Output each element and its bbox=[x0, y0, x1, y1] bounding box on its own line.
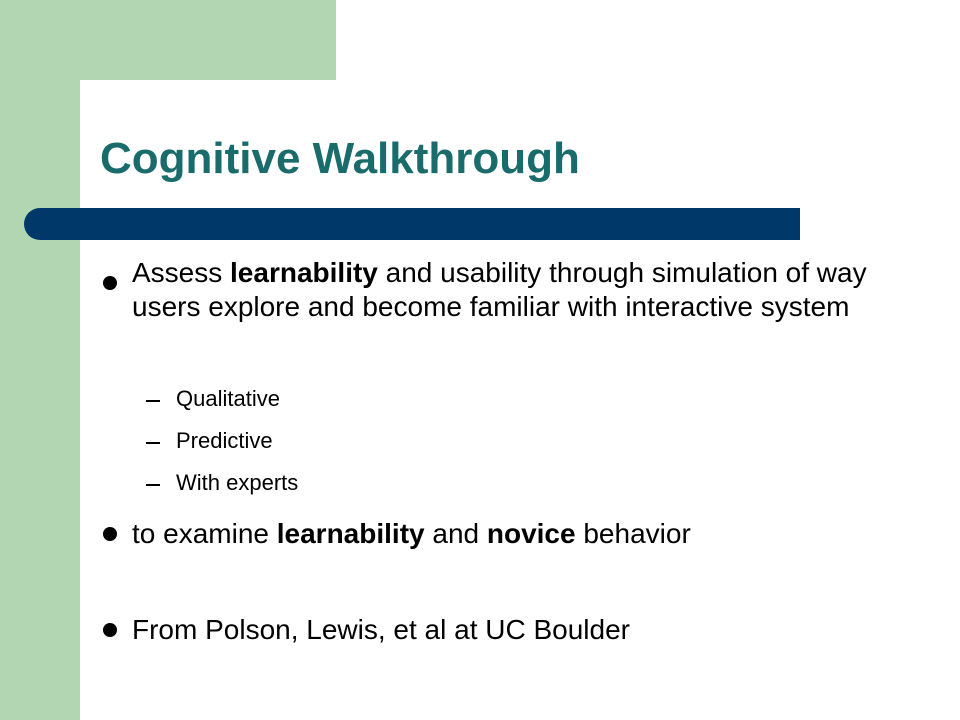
sub-item-qualitative: Qualitative bbox=[176, 386, 280, 411]
sub-bullet-dash bbox=[146, 400, 160, 402]
sub-bullet-dash bbox=[146, 442, 160, 444]
bullet-dot bbox=[103, 623, 117, 637]
bullet-text: Assess bbox=[132, 257, 231, 288]
slide-title: Cognitive Walkthrough bbox=[100, 134, 580, 183]
bullet-text: and bbox=[424, 518, 487, 549]
bullet-item-examine bbox=[132, 517, 892, 551]
bullet-emphasis: learnability bbox=[230, 257, 378, 288]
sub-item-with-experts: With experts bbox=[176, 470, 299, 495]
sub-bullet-dash bbox=[146, 484, 160, 486]
bullet-emphasis: learnability bbox=[276, 518, 425, 549]
bullet-text: to examine bbox=[132, 518, 277, 549]
bullet-dot bbox=[103, 527, 117, 541]
sub-item-predictive: Predictive bbox=[176, 428, 273, 453]
bullet-item-assess bbox=[132, 256, 892, 324]
bullet-text: behavior bbox=[575, 518, 691, 549]
bullet-emphasis: novice bbox=[486, 518, 576, 549]
bullet-dot bbox=[103, 276, 117, 290]
bullet-item-from-polson: From Polson, Lewis, et al at UC Boulder bbox=[132, 614, 630, 645]
bullet-text: and usability through simulation of way users explore and become familiar with interactive system bbox=[132, 257, 867, 322]
